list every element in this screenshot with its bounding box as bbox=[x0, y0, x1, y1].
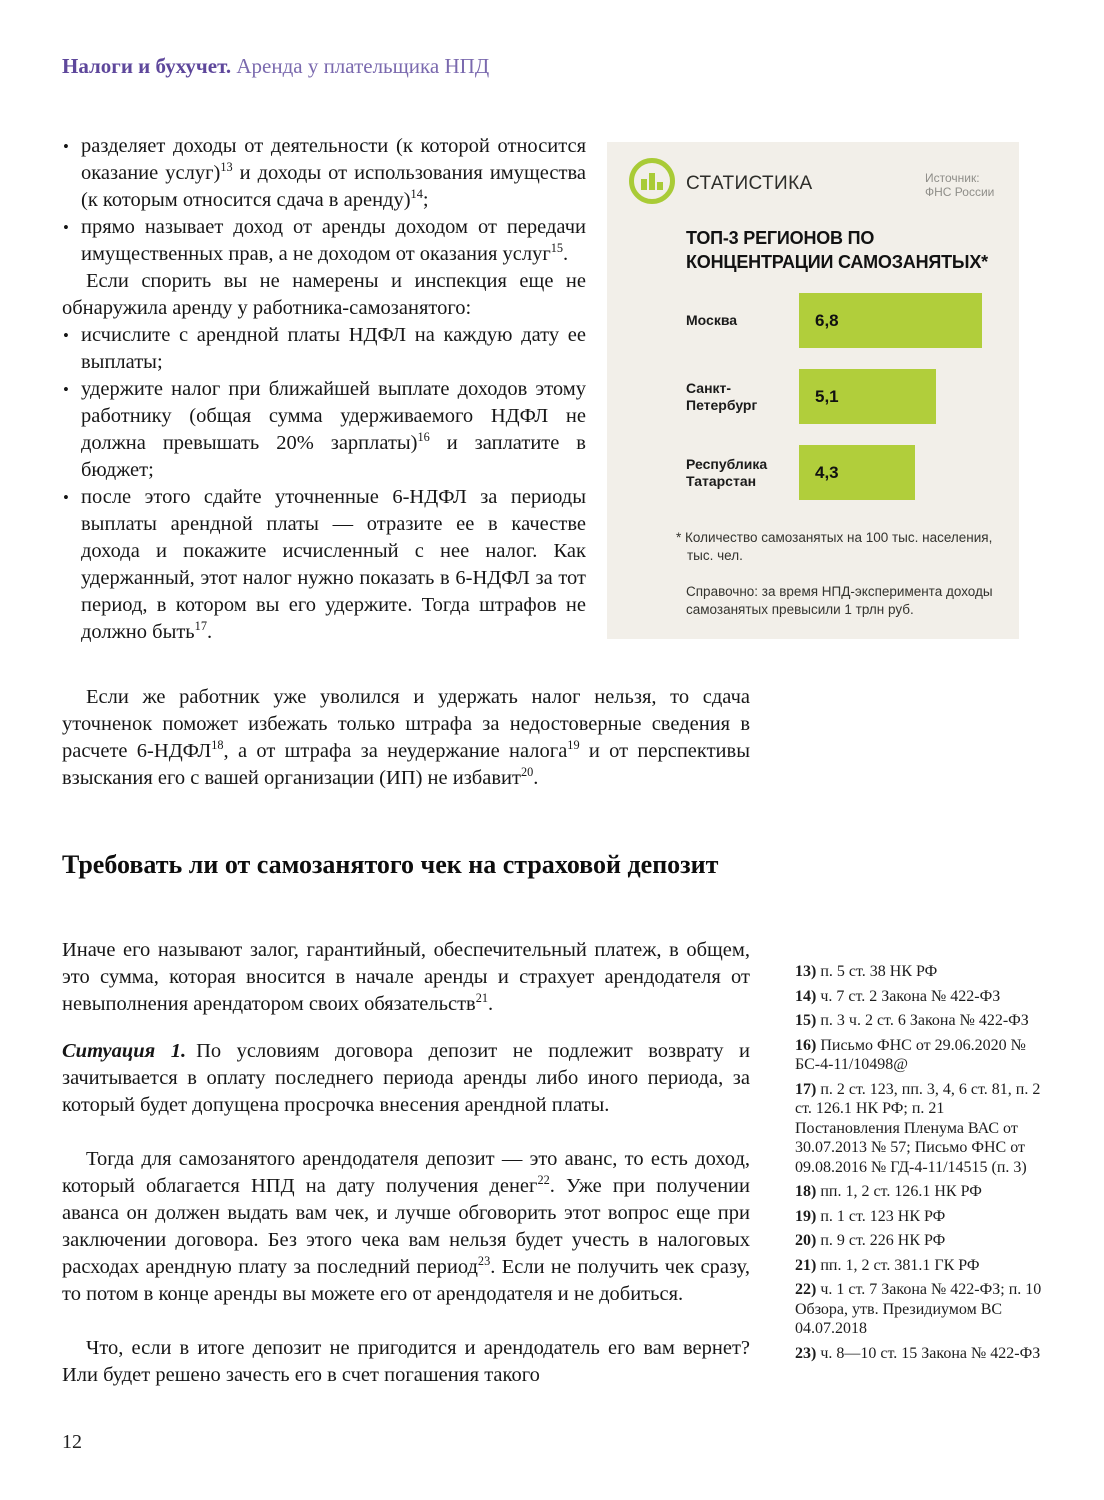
section-heading: Требовать ли от самозанятого чек на страховой депозит bbox=[62, 850, 719, 879]
bullet-text: исчислите с арендной платы НДФЛ на каждую дату ее выплаты; bbox=[81, 324, 586, 373]
chart-bar bbox=[799, 293, 982, 348]
chart-row bbox=[686, 369, 1004, 424]
bullet-text: прямо называет доход от аренды доходом от передачи имущественных прав, а не доходом от оказания услуг$^{15}$. bbox=[81, 216, 586, 265]
chart-bar-value: 4,3 bbox=[815, 462, 839, 482]
footnote-item bbox=[795, 987, 1047, 1007]
footnote-text: п. 9 ст. 226 НК РФ bbox=[820, 1232, 946, 1249]
bullet-text: удержите налог при ближайшей выплате доходов этому работнику (общая сумма удерживаемого НДФЛ не должна превышать 20% зарплаты)$^{16}$ и заплатите в бюджет; bbox=[81, 378, 586, 481]
situation-paragraph bbox=[62, 1038, 750, 1119]
footnote-text: Письмо ФНС от 29.06.2020 № БС-4-11/10498@ bbox=[795, 1036, 1026, 1073]
bullet-marker: • bbox=[63, 137, 69, 156]
bullet-item bbox=[62, 376, 586, 484]
chart-row-label: Москва bbox=[686, 312, 738, 328]
chart-bar bbox=[799, 445, 915, 500]
statistics-box bbox=[607, 142, 1019, 639]
footnote-item bbox=[795, 962, 1047, 982]
footnote-number: 13) bbox=[795, 963, 817, 980]
bullet-marker: • bbox=[63, 326, 69, 345]
chart-row-label: Санкт-Петербург bbox=[686, 379, 758, 413]
footnote-number: 16) bbox=[795, 1036, 817, 1054]
footnotes-sidebar bbox=[795, 962, 1047, 1368]
body-paragraph: Что, если в итоге депозит не пригодится и арендодатель его вам вернет? Или будет решено зачесть его в счет погашения такого bbox=[62, 1337, 750, 1386]
bullet-marker: • bbox=[63, 488, 69, 507]
footnote-number: 20) bbox=[795, 1232, 817, 1249]
chart-row bbox=[686, 293, 1004, 348]
footnote-text: п. 2 ст. 123, пп. 3, 4, 6 ст. 81, п. 2 ст. 126.1 НК РФ; п. 21 Постановления Пленума ВАС от 30.07.2013 № 57; Письмо ФНС от 09.08.2016 № ГД-4-11/14515 (п. 3) bbox=[795, 1080, 1041, 1176]
page-number: 12 bbox=[62, 1431, 82, 1453]
footnote-item bbox=[795, 1036, 1047, 1075]
situation-text: По условиям договора депозит не подлежит возврату и зачитывается в оплату последнего периода аренды либо иного периода, за который будет допущена просрочка внесения арендной платы. bbox=[62, 1040, 750, 1116]
footnote-text: пп. 1, 2 ст. 126.1 НК РФ bbox=[820, 1183, 982, 1200]
chart-bar-value: 5,1 bbox=[815, 386, 839, 406]
chart-bar-value: 6,8 bbox=[815, 310, 839, 330]
chart-reference-note: Справочно: за время НПД-эксперимента доходы самозанятых превысили 1 трлн руб. bbox=[686, 584, 993, 617]
footnote-number: 14) bbox=[795, 987, 817, 1005]
rubric-title: Аренда у плательщика НПД bbox=[236, 54, 490, 78]
footnote-number: 17) bbox=[795, 1080, 817, 1098]
footnote-text: пп. 1, 2 ст. 381.1 ГК РФ bbox=[820, 1256, 980, 1274]
footnote-number: 21) bbox=[795, 1256, 817, 1274]
body-paragraph: Если же работник уже уволился и удержать налог нельзя, то сдача уточненок поможет избежать только штрафа за недостоверные сведения в расчете 6-НДФЛ$^{18}$, а от штрафа за неудержание налога$^{19}$ и от перспективы взыскания его с вашей организации (ИП) не избавит$^{20}$. bbox=[62, 686, 750, 789]
footnote-text: ч. 1 ст. 7 Закона № 422-ФЗ; п. 10 Обзора, утв. Президиумом ВС 04.07.2018 bbox=[795, 1281, 1042, 1337]
chart-title: ТОП-3 РЕГИОНОВ ПО КОНЦЕНТРАЦИИ САМОЗАНЯТЫХ* bbox=[686, 228, 988, 272]
bullet-item bbox=[62, 484, 586, 646]
body-paragraph: Если спорить вы не намерены и инспекция еще не обнаружила аренду у работника-самозанятого: bbox=[62, 270, 586, 319]
situation-label: Ситуация 1. bbox=[62, 1040, 187, 1062]
bullet-item bbox=[62, 322, 586, 376]
footnote-number: 18) bbox=[795, 1183, 817, 1200]
bar-chart-icon bbox=[629, 158, 675, 204]
chart-row bbox=[686, 445, 1004, 500]
body-bullet-list bbox=[62, 133, 586, 646]
footnote-text: ч. 7 ст. 2 Закона № 422-ФЗ bbox=[820, 987, 1001, 1005]
footnote-number: 15) bbox=[795, 1012, 817, 1029]
body-paragraph: Иначе его называют залог, гарантийный, обеспечительный платеж, в общем, это сумма, которая вносится в начале аренды и страхует арендодателя от невыполнения арендатором своих обязательств$^{21}$. bbox=[62, 939, 750, 1015]
chart-unit-footnote: * Количество самозанятых на 100 тыс. населения, тыс. чел. bbox=[676, 530, 993, 563]
footnote-item bbox=[795, 1280, 1047, 1339]
footnote-text: п. 1 ст. 123 НК РФ bbox=[820, 1207, 946, 1225]
page-header bbox=[62, 53, 489, 79]
footnote-item bbox=[795, 1207, 1047, 1227]
footnote-number: 19) bbox=[795, 1207, 817, 1225]
footnote-number: 23) bbox=[795, 1344, 817, 1362]
footnote-item bbox=[795, 1182, 1047, 1202]
footnote-text: п. 5 ст. 38 НК РФ bbox=[820, 963, 938, 980]
chart-row-label: Республика Татарстан bbox=[686, 455, 768, 489]
footnote-item bbox=[795, 1256, 1047, 1276]
bullet-text: после этого сдайте уточненные 6-НДФЛ за периоды выплаты арендной платы — отразите ее в качестве дохода и покажите исчисленный с нее налог. Как удержанный, этот налог нужно показать в 6-НДФЛ за тот период, в котором вы его удержите. Тогда штрафов не должно быть$^{17}$. bbox=[81, 486, 586, 643]
bar-chart bbox=[686, 293, 1004, 500]
footnote-item bbox=[795, 1231, 1047, 1251]
bullet-marker: • bbox=[63, 218, 69, 237]
bullet-marker: • bbox=[63, 380, 69, 399]
footnote-number: 22) bbox=[795, 1281, 817, 1298]
footnote-item bbox=[795, 1080, 1047, 1178]
footnote-text: ч. 8—10 ст. 15 Закона № 422-ФЗ bbox=[820, 1344, 1041, 1362]
bullet-item bbox=[62, 214, 586, 268]
source-note bbox=[925, 171, 994, 199]
chart-bar bbox=[799, 369, 936, 424]
footnote-item bbox=[795, 1011, 1047, 1031]
bullet-text: разделяет доходы от деятельности (к которой относится оказание услуг)$^{13}$ и доходы от использования имущества (к которым относится сдача в аренду)$^{14}$; bbox=[81, 135, 586, 211]
source-line: ФНС России bbox=[925, 185, 995, 199]
footnote-item bbox=[795, 1344, 1047, 1364]
body-paragraph: Тогда для самозанятого арендодателя депозит — это аванс, то есть доход, который облагается НПД на дату получения денег$^{22}$. Уже при получении аванса он должен выдать вам чек, и лучше обговорить этот вопрос еще при заключении договора. Без этого чека вам нельзя будет учесть в налоговых расходах арендную плату за последний период$^{23}$. Если не получить чек сразу, то потом в конце аренды вы можете его от арендодателя и не добиться. bbox=[62, 1148, 750, 1305]
rubric-brand: Налоги и бухучет. bbox=[62, 54, 232, 78]
source-line: Источник: bbox=[925, 171, 980, 185]
bullet-item bbox=[62, 133, 586, 214]
statistics-label: СТАТИСТИКА bbox=[686, 173, 813, 194]
footnote-text: п. 3 ч. 2 ст. 6 Закона № 422-ФЗ bbox=[820, 1012, 1029, 1029]
